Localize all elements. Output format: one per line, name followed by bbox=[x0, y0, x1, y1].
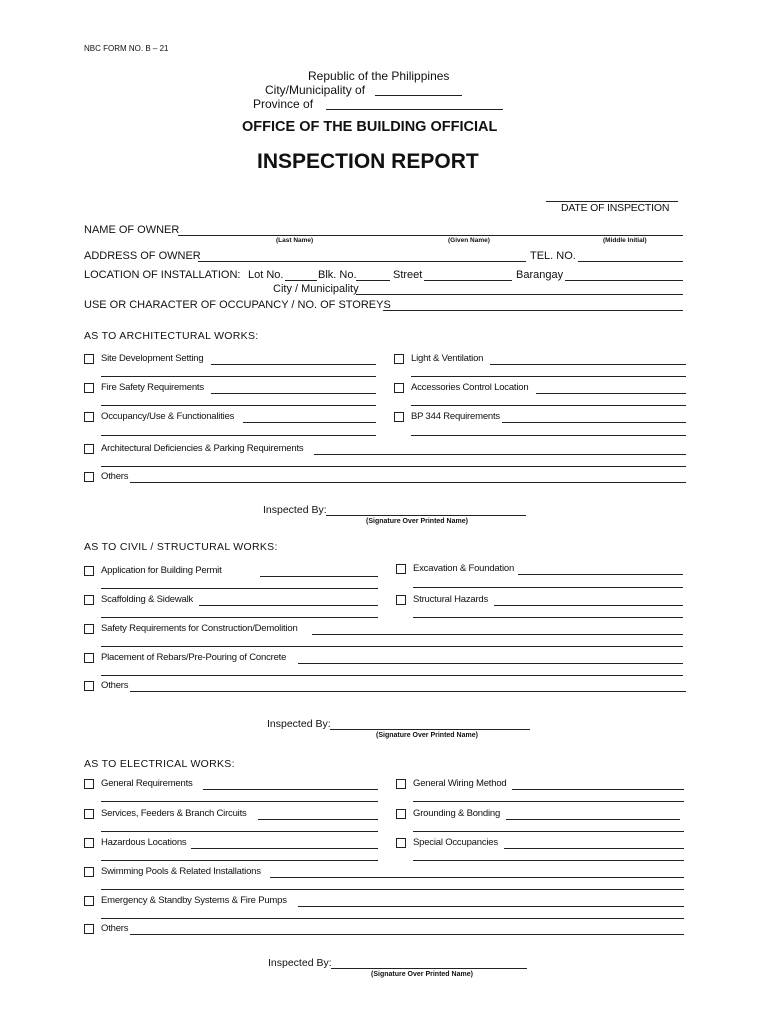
hazardous-field[interactable] bbox=[191, 848, 378, 849]
hazardous-field-2[interactable] bbox=[101, 860, 378, 861]
bp344-label: BP 344 Requirements bbox=[411, 411, 500, 422]
page-title: INSPECTION REPORT bbox=[257, 150, 479, 173]
scaffolding-field-2[interactable] bbox=[101, 617, 378, 618]
accessories-field-2[interactable] bbox=[411, 405, 686, 406]
barangay-label: Barangay bbox=[516, 269, 564, 281]
bp344-checkbox[interactable] bbox=[394, 412, 404, 422]
occupancy-use-field-2[interactable] bbox=[101, 435, 376, 436]
owner-name-field[interactable] bbox=[178, 235, 683, 236]
rebars-checkbox[interactable] bbox=[84, 653, 94, 663]
date-label: DATE OF INSPECTION bbox=[561, 202, 670, 214]
occupancy-use-checkbox[interactable] bbox=[84, 412, 94, 422]
accessories-label: Accessories Control Location bbox=[411, 382, 529, 393]
given-name-caption: (Given Name) bbox=[448, 237, 490, 244]
emergency-field[interactable] bbox=[298, 906, 684, 907]
special-field[interactable] bbox=[504, 848, 684, 849]
civil-signature-caption: (Signature Over Printed Name) bbox=[376, 732, 478, 739]
rebars-label: Placement of Rebars/Pre-Pouring of Concrete bbox=[101, 652, 287, 663]
location-label: LOCATION OF INSTALLATION: bbox=[84, 269, 241, 281]
hazards-checkbox[interactable] bbox=[396, 595, 406, 605]
office-heading: OFFICE OF THE BUILDING OFFICIAL bbox=[242, 119, 498, 135]
arch-others-checkbox[interactable] bbox=[84, 472, 94, 482]
excavation-label: Excavation & Foundation bbox=[413, 563, 515, 574]
site-field-2[interactable] bbox=[101, 376, 376, 377]
permit-checkbox[interactable] bbox=[84, 566, 94, 576]
arch-signature-caption: (Signature Over Printed Name) bbox=[366, 518, 468, 525]
services-checkbox[interactable] bbox=[84, 809, 94, 819]
pools-checkbox[interactable] bbox=[84, 867, 94, 877]
rebars-field-2[interactable] bbox=[101, 675, 683, 676]
excavation-field[interactable] bbox=[518, 574, 683, 575]
general-req-label: General Requirements bbox=[101, 778, 193, 789]
general-req-checkbox[interactable] bbox=[84, 779, 94, 789]
civil-others-label: Others bbox=[101, 680, 129, 691]
special-checkbox[interactable] bbox=[396, 838, 406, 848]
lot-label: Lot No. bbox=[248, 269, 284, 281]
services-field-2[interactable] bbox=[101, 831, 378, 832]
bp344-field[interactable] bbox=[502, 422, 686, 423]
street-label: Street bbox=[393, 269, 423, 281]
address-field[interactable] bbox=[198, 261, 526, 262]
scaffolding-label: Scaffolding & Sidewalk bbox=[101, 594, 194, 605]
form-number: NBC FORM NO. B – 21 bbox=[84, 44, 169, 53]
occupancy-use-label: Occupancy/Use & Functionalities bbox=[101, 411, 235, 422]
wiring-field-2[interactable] bbox=[413, 801, 684, 802]
city-municipality-label: City / Municipality bbox=[273, 283, 359, 295]
elec-signature-field[interactable] bbox=[331, 968, 527, 969]
fire-safety-field[interactable] bbox=[211, 393, 376, 394]
light-label: Light & Ventilation bbox=[411, 353, 484, 364]
site-field[interactable] bbox=[211, 364, 376, 365]
city-field[interactable] bbox=[375, 95, 462, 96]
permit-label: Application for Building Permit bbox=[101, 565, 222, 576]
occupancy-label: USE OR CHARACTER OF OCCUPANCY / NO. OF STOREYS bbox=[84, 299, 391, 311]
arch-signature-field[interactable] bbox=[326, 515, 526, 516]
scaffolding-checkbox[interactable] bbox=[84, 595, 94, 605]
elec-inspected-label: Inspected By: bbox=[268, 957, 332, 969]
elec-others-label: Others bbox=[101, 923, 129, 934]
light-field-2[interactable] bbox=[411, 376, 686, 377]
middle-initial-caption: (Middle Initial) bbox=[603, 237, 647, 244]
architectural-heading: AS TO ARCHITECTURAL WORKS: bbox=[84, 330, 259, 342]
deficiencies-field-2[interactable] bbox=[101, 466, 686, 467]
safety-field-2[interactable] bbox=[101, 646, 683, 647]
arch-others-field[interactable] bbox=[130, 482, 686, 483]
fire-safety-field-2[interactable] bbox=[101, 405, 376, 406]
hazards-field[interactable] bbox=[494, 605, 683, 606]
city-label: City/Municipality of bbox=[265, 83, 366, 97]
republic-line: Republic of the Philippines bbox=[308, 69, 450, 83]
tel-field[interactable] bbox=[578, 261, 683, 262]
excavation-field-2[interactable] bbox=[413, 587, 683, 588]
accessories-checkbox[interactable] bbox=[394, 383, 404, 393]
accessories-field[interactable] bbox=[536, 393, 686, 394]
address-label: ADDRESS OF OWNER bbox=[84, 250, 201, 262]
services-field[interactable] bbox=[258, 819, 378, 820]
wiring-label: General Wiring Method bbox=[413, 778, 507, 789]
province-field[interactable] bbox=[326, 109, 503, 110]
occupancy-use-field[interactable] bbox=[243, 422, 376, 423]
site-checkbox[interactable] bbox=[84, 354, 94, 364]
owner-name-label: NAME OF OWNER bbox=[84, 224, 180, 236]
fire-safety-checkbox[interactable] bbox=[84, 383, 94, 393]
scaffolding-field[interactable] bbox=[199, 605, 378, 606]
city-municipality-field[interactable] bbox=[356, 294, 683, 295]
electrical-heading: AS TO ELECTRICAL WORKS: bbox=[84, 758, 235, 770]
permit-field-2[interactable] bbox=[101, 588, 378, 589]
pools-label: Swimming Pools & Related Installations bbox=[101, 866, 261, 877]
hazards-field-2[interactable] bbox=[413, 617, 683, 618]
general-req-field-2[interactable] bbox=[101, 801, 378, 802]
rebars-field[interactable] bbox=[298, 663, 683, 664]
permit-field[interactable] bbox=[260, 576, 378, 577]
emergency-checkbox[interactable] bbox=[84, 896, 94, 906]
barangay-field[interactable] bbox=[565, 280, 683, 281]
wiring-field[interactable] bbox=[512, 789, 684, 790]
wiring-checkbox[interactable] bbox=[396, 779, 406, 789]
safety-field[interactable] bbox=[312, 634, 683, 635]
tel-label: TEL. NO. bbox=[530, 250, 576, 262]
deficiencies-label: Architectural Deficiencies & Parking Requirements bbox=[101, 443, 304, 454]
arch-inspected-label: Inspected By: bbox=[263, 504, 327, 516]
civil-inspected-label: Inspected By: bbox=[267, 718, 331, 730]
emergency-field-2[interactable] bbox=[101, 918, 684, 919]
grounding-checkbox[interactable] bbox=[396, 809, 406, 819]
elec-others-field[interactable] bbox=[130, 934, 684, 935]
occupancy-field[interactable] bbox=[383, 310, 683, 311]
pools-field-2[interactable] bbox=[101, 889, 684, 890]
hazardous-label: Hazardous Locations bbox=[101, 837, 187, 848]
services-label: Services, Feeders & Branch Circuits bbox=[101, 808, 247, 819]
bp344-field-2[interactable] bbox=[411, 435, 686, 436]
grounding-field-2[interactable] bbox=[413, 831, 684, 832]
blk-label: Blk. No. bbox=[318, 269, 357, 281]
last-name-caption: (Last Name) bbox=[276, 237, 314, 244]
deficiencies-checkbox[interactable] bbox=[84, 444, 94, 454]
arch-others-label: Others bbox=[101, 471, 129, 482]
street-field[interactable] bbox=[424, 280, 512, 281]
safety-checkbox[interactable] bbox=[84, 624, 94, 634]
site-label: Site Development Setting bbox=[101, 353, 204, 364]
grounding-field[interactable] bbox=[506, 819, 680, 820]
civil-signature-field[interactable] bbox=[330, 729, 530, 730]
elec-signature-caption: (Signature Over Printed Name) bbox=[371, 971, 473, 978]
special-field-2[interactable] bbox=[413, 860, 684, 861]
excavation-checkbox[interactable] bbox=[396, 564, 406, 574]
general-req-field[interactable] bbox=[203, 789, 378, 790]
civil-heading: AS TO CIVIL / STRUCTURAL WORKS: bbox=[84, 541, 278, 553]
hazardous-checkbox[interactable] bbox=[84, 838, 94, 848]
special-label: Special Occupancies bbox=[413, 837, 498, 848]
blk-field[interactable] bbox=[356, 280, 390, 281]
province-label: Province of bbox=[253, 97, 314, 111]
civil-others-checkbox[interactable] bbox=[84, 681, 94, 691]
safety-label: Safety Requirements for Construction/Demolition bbox=[101, 623, 298, 634]
light-checkbox[interactable] bbox=[394, 354, 404, 364]
hazards-label: Structural Hazards bbox=[413, 594, 489, 605]
emergency-label: Emergency & Standby Systems & Fire Pumps bbox=[101, 895, 287, 906]
pools-field[interactable] bbox=[270, 877, 684, 878]
deficiencies-field[interactable] bbox=[314, 454, 686, 455]
lot-field[interactable] bbox=[285, 280, 317, 281]
elec-others-checkbox[interactable] bbox=[84, 924, 94, 934]
light-field[interactable] bbox=[490, 364, 686, 365]
fire-safety-label: Fire Safety Requirements bbox=[101, 382, 204, 393]
grounding-label: Grounding & Bonding bbox=[413, 808, 501, 819]
civil-others-field[interactable] bbox=[130, 691, 686, 692]
